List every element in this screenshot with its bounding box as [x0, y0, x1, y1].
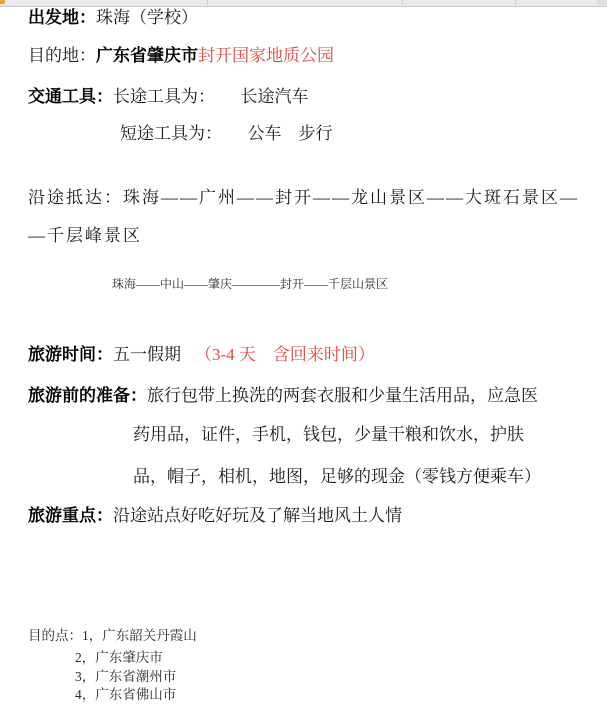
route-line-2	[28, 226, 142, 246]
travel-time-duration-red: （3-4 天 含回来时间）	[195, 345, 375, 364]
preparation-text-2: 药用品，证件，手机，钱包，少量干粮和饮水，护肤	[133, 425, 524, 444]
destination-park-red: 封开国家地质公园	[198, 46, 334, 65]
dest-points-line-4	[75, 687, 176, 703]
travel-time-label: 旅游时间：	[28, 345, 113, 364]
dest-points-line-2	[75, 650, 163, 666]
departure-label: 出发地：	[28, 8, 96, 27]
preparation-line-2	[133, 425, 524, 445]
preparation-text-1: 旅行包带上换洗的两套衣服和少量生活用品，应急医	[147, 386, 538, 405]
destination-line	[28, 46, 334, 66]
transport-line	[28, 87, 309, 107]
departure-value: 珠海（学校）	[96, 8, 198, 27]
transport-long-value: 长途工具为： 长途汽车	[113, 87, 309, 106]
destination-label: 目的地：	[28, 46, 96, 65]
route-text-2: —千层峰景区	[28, 226, 142, 245]
transport-short-line	[120, 124, 333, 144]
travel-time-line	[28, 345, 375, 365]
toolbar-edge-strip	[0, 0, 607, 7]
toolbar-right-segment	[597, 0, 607, 5]
highlight-line	[28, 506, 402, 526]
highlight-value: 沿途站点好吃好玩及了解当地风土人情	[113, 506, 402, 525]
highlight-label: 旅游重点：	[28, 506, 113, 525]
dest-points-line-1	[28, 628, 197, 644]
toolbar-divider	[402, 0, 403, 5]
toolbar-divider	[515, 0, 516, 5]
route-small-text: 珠海——中山——肇庆————封开——千层山景区	[112, 277, 389, 291]
route-small-line	[112, 278, 388, 292]
dest-point-item: 3，广东省潮州市	[75, 669, 177, 684]
route-line-1	[28, 188, 579, 208]
dest-points-line-3	[75, 669, 176, 685]
preparation-line-3	[133, 467, 541, 487]
preparation-text-3: 品，帽子，相机，地图，足够的现金（零钱方便乘车）	[133, 467, 541, 486]
preparation-label: 旅游前的准备：	[28, 386, 147, 405]
dest-points-label: 目的点：	[28, 628, 82, 643]
destination-city: 广东省肇庆市	[96, 46, 198, 65]
route-text-1: 沿途抵达：珠海——广州——封开——龙山景区——大斑石景区—	[28, 188, 579, 207]
transport-label: 交通工具：	[28, 87, 113, 106]
document-canvas[interactable]	[0, 7, 607, 710]
transport-short-value: 短途工具为： 公车 步行	[120, 124, 333, 143]
dest-point-item: 2，广东肇庆市	[75, 650, 163, 665]
dest-point-item: 4，广东省佛山市	[75, 687, 177, 702]
departure-line	[28, 8, 198, 28]
toolbar-divider	[207, 0, 208, 5]
dest-point-item: 1，广东韶关丹霞山	[82, 628, 197, 643]
preparation-line-1	[28, 386, 538, 406]
travel-time-value: 五一假期	[113, 345, 181, 364]
orange-marker-icon	[0, 0, 5, 4]
